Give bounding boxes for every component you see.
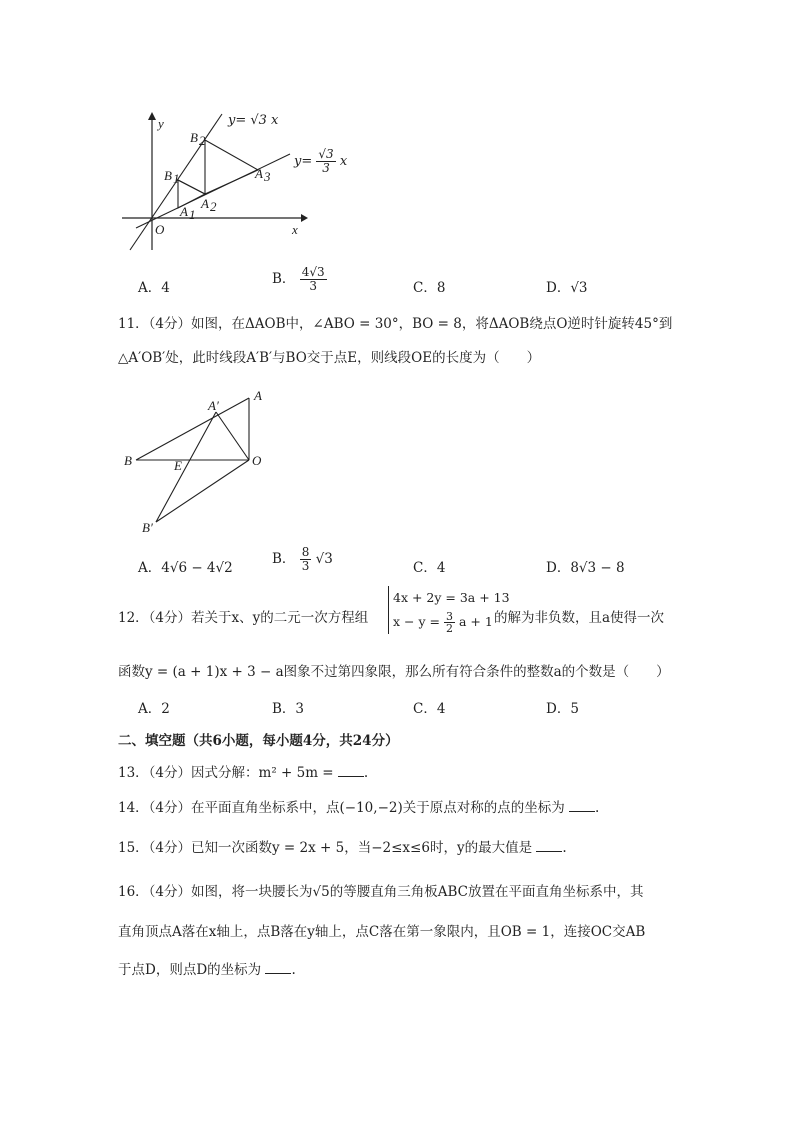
q10-option-c: C．8 xyxy=(413,280,446,296)
q12-eq2-den: 2 xyxy=(445,622,453,635)
q12-pre: 12．（4分）若关于x、y的二元一次方程组 xyxy=(118,610,369,626)
line-sqrt3-over-3x xyxy=(136,154,290,228)
q12-post: 的解为非负数，且a使得一次 xyxy=(494,610,665,626)
section-2-heading: 二、填空题（共6小题，每小题4分，共24分） xyxy=(118,733,399,749)
label-O: O xyxy=(252,453,262,468)
q12-eq2-post: a + 1 xyxy=(458,614,493,629)
fig10-line2-frac xyxy=(316,148,335,175)
q11-option-d: D．8√3 − 8 xyxy=(546,560,625,576)
q16-blank[interactable] xyxy=(265,961,291,974)
q12-line2: 函数y = (a + 1)x + 3 − a图象不过第四象限，那么所有符合条件的整数a的个数是（ ） xyxy=(118,664,670,680)
q11-line2: △A′OB′处，此时线段A′B′与BO交于点E，则线段OE的长度为（ ） xyxy=(118,350,541,366)
q13-pre: 13．（4分）因式分解：m² + 5m = xyxy=(118,765,334,781)
q11-option-b-den: 3 xyxy=(301,559,310,573)
segment-ApBp xyxy=(156,412,216,522)
q16-pre: 于点D，则点D的坐标为 xyxy=(118,962,262,978)
q15-pre: 15．（4分）已知一次函数y = 2x + 5，当−2≤x≤6时，y的最大值是 xyxy=(118,840,533,856)
q15-post: . xyxy=(562,840,567,856)
q16-line2: 直角顶点A落在x轴上，点B落在y轴上，点C落在第一象限内，且OB = 1，连接OC交AB xyxy=(118,924,646,940)
q13-blank[interactable] xyxy=(338,764,364,777)
q14-line xyxy=(118,796,599,816)
label-B: B xyxy=(124,453,132,468)
y-axis-arrow xyxy=(148,112,156,120)
label-A-prime: A′ xyxy=(208,398,219,413)
q11-option-b-frac xyxy=(300,546,312,573)
segment-B1A2 xyxy=(178,180,205,194)
q14-post: . xyxy=(595,800,600,816)
q10-option-b-frac xyxy=(300,266,327,293)
label-A3-sub: 3 xyxy=(264,169,271,184)
fig10-line2-post: x xyxy=(339,154,348,169)
segment-BA xyxy=(136,398,249,460)
segment-ApO xyxy=(216,412,249,460)
q16-line1: 16．（4分）如图，将一块腰长为√5的等腰直角三角板ABC放置在平面直角坐标系中，其 xyxy=(118,884,644,900)
q10-option-b-num: 4√3 xyxy=(301,265,325,279)
q11-option-b xyxy=(272,546,333,573)
q12-option-b: B．3 xyxy=(272,701,305,717)
label-y: y xyxy=(158,116,164,131)
label-B2-sub: 2 xyxy=(199,133,206,148)
q12-option-c: C．4 xyxy=(413,701,446,717)
x-axis-arrow xyxy=(301,214,308,222)
label-B-prime: B′ xyxy=(142,520,153,535)
q15-line xyxy=(118,836,567,856)
q10-option-b xyxy=(272,266,327,293)
label-B2: B xyxy=(190,130,198,145)
q12-eq2-frac xyxy=(444,611,455,634)
label-A3: A xyxy=(255,166,263,181)
q11-option-c: C．4 xyxy=(413,560,446,576)
q16-line3 xyxy=(118,958,296,978)
q14-blank[interactable] xyxy=(569,799,595,812)
q10-option-d: D．√3 xyxy=(546,280,588,296)
fig10-line2-label xyxy=(294,148,347,175)
label-A1-sub: 1 xyxy=(189,207,196,222)
figure-q11 xyxy=(118,382,278,542)
q12-eq2 xyxy=(393,610,510,634)
label-A: A xyxy=(254,388,262,403)
label-E: E xyxy=(174,458,182,473)
q11-option-b-pre: B． xyxy=(272,551,296,567)
triangle-B2A2A3 xyxy=(205,140,258,194)
q12-eq1: 4x + 2y = 3a + 13 xyxy=(393,590,510,605)
q10-option-b-den: 3 xyxy=(309,279,317,293)
q12-system xyxy=(388,586,510,634)
q12-eq2-pre: x − y = xyxy=(393,614,440,629)
q11-option-b-num: 8 xyxy=(301,545,310,559)
label-A2: A xyxy=(201,196,209,211)
q10-option-a: A．4 xyxy=(138,280,170,296)
figure-q11-svg xyxy=(118,382,278,542)
label-A1: A xyxy=(180,204,188,219)
q12-option-d: D．5 xyxy=(546,701,579,717)
q12-option-a: A．2 xyxy=(138,701,170,717)
fig10-line2-num: √3 xyxy=(318,147,334,161)
q11-line1: 11．（4分）如图，在ΔAOB中，∠ABO = 30°，BO = 8，将ΔAOB绕点O逆时针旋转45°到 xyxy=(118,316,673,332)
q13-post: . xyxy=(363,765,369,781)
fig10-line2-pre: y= xyxy=(294,154,313,169)
q11-option-b-post: √3 xyxy=(315,551,333,567)
fig10-line2-den: 3 xyxy=(322,161,330,175)
q11-option-a: A．4√6 − 4√2 xyxy=(138,560,233,576)
label-A2-sub: 2 xyxy=(210,199,217,214)
q13-line xyxy=(118,761,368,781)
label-B1: B xyxy=(164,168,172,183)
label-x: x xyxy=(292,222,298,237)
label-B1-sub: 1 xyxy=(173,171,180,186)
q16-post: . xyxy=(291,962,296,978)
q12-eq2-num: 3 xyxy=(445,610,453,623)
segment-BpO xyxy=(156,460,249,522)
q15-blank[interactable] xyxy=(536,839,562,852)
q10-option-b-pre: B． xyxy=(272,271,296,287)
fig10-line1-label: y= √3 x xyxy=(228,113,279,128)
label-O: O xyxy=(155,222,165,237)
q14-pre: 14．（4分）在平面直角坐标系中，点(−10,−2)关于原点对称的点的坐标为 xyxy=(118,800,565,816)
